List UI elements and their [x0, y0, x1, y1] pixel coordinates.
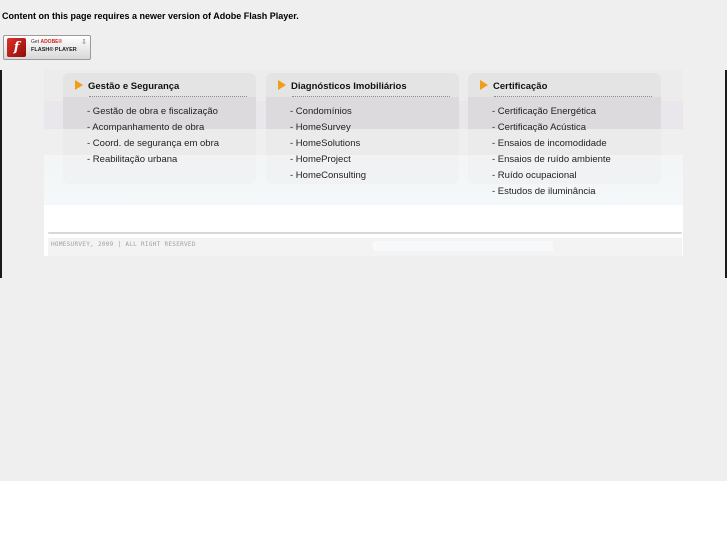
menu-item-link[interactable]: - Certificação Acústica — [492, 122, 586, 133]
flash-logo-icon: f — [7, 38, 26, 57]
arrow-right-icon — [75, 80, 83, 90]
flash-badge-line1 — [31, 39, 62, 45]
menu-item-link[interactable]: - Coord. de segurança em obra — [87, 138, 220, 149]
get-flash-player-button[interactable] — [3, 35, 91, 60]
arrow-right-icon — [278, 80, 286, 90]
panel-menu-list — [492, 106, 611, 202]
panel-title-link[interactable] — [75, 80, 179, 92]
panel-title: Gestão e Segurança — [88, 81, 180, 92]
footer — [48, 238, 682, 256]
flash-badge-line2: FLASH® PLAYER — [31, 47, 77, 53]
menu-item-link[interactable]: - Condomínios — [290, 106, 352, 117]
menu-item-link[interactable]: - HomeSurvey — [290, 122, 351, 133]
dotted-divider — [89, 96, 247, 97]
menu-item-link[interactable]: - Acompanhamento de obra — [87, 122, 205, 133]
menu-panel-diagnosticos — [266, 73, 459, 184]
menu-item-link[interactable]: - Ensaios de ruído ambiente — [492, 154, 611, 165]
menu-item-link[interactable]: - Gestão de obra e fiscalização — [87, 106, 218, 117]
panel-title: Certificação — [493, 81, 548, 92]
menu-item-link[interactable]: - HomeConsulting — [290, 170, 367, 181]
dotted-divider — [494, 96, 652, 97]
menu-panel-certificacao — [468, 73, 661, 197]
menu-item-link[interactable]: - HomeSolutions — [290, 138, 361, 149]
menu-item-link[interactable]: - Certificação Energética — [492, 106, 597, 117]
flash-notice-text: Content on this page requires a newer version of Adobe Flash Player. — [2, 11, 299, 21]
menu-item-link[interactable]: - HomeProject — [290, 154, 351, 165]
panel-menu-list — [87, 106, 219, 170]
arrow-right-icon — [480, 80, 488, 90]
site-container — [44, 70, 683, 256]
flash-badge-get: Get — [31, 39, 40, 45]
menu-item-link[interactable]: - Reabilitação urbana — [87, 154, 178, 165]
panel-title-link[interactable] — [278, 80, 407, 92]
content-divider — [48, 232, 682, 234]
footer-highlight — [373, 241, 553, 251]
footer-copyright: HOMESURVEY, 2009 | ALL RIGHT RESERVED — [51, 241, 196, 248]
panel-title-link[interactable] — [480, 80, 547, 92]
dotted-divider — [292, 96, 450, 97]
menu-panel-gestao-seguranca — [63, 73, 256, 184]
frame-edge-left — [0, 70, 2, 278]
download-icon: ⇩ — [81, 38, 87, 46]
menu-item-link[interactable]: - Estudos de iluminância — [492, 186, 596, 197]
flash-badge-brand: ADOBE® — [40, 39, 63, 45]
panel-menu-list — [290, 106, 366, 186]
menu-item-link[interactable]: - Ensaios de incomodidade — [492, 138, 607, 149]
panel-title: Diagnósticos Imobiliários — [291, 81, 407, 92]
menu-item-link[interactable]: - Ruído ocupacional — [492, 170, 577, 181]
